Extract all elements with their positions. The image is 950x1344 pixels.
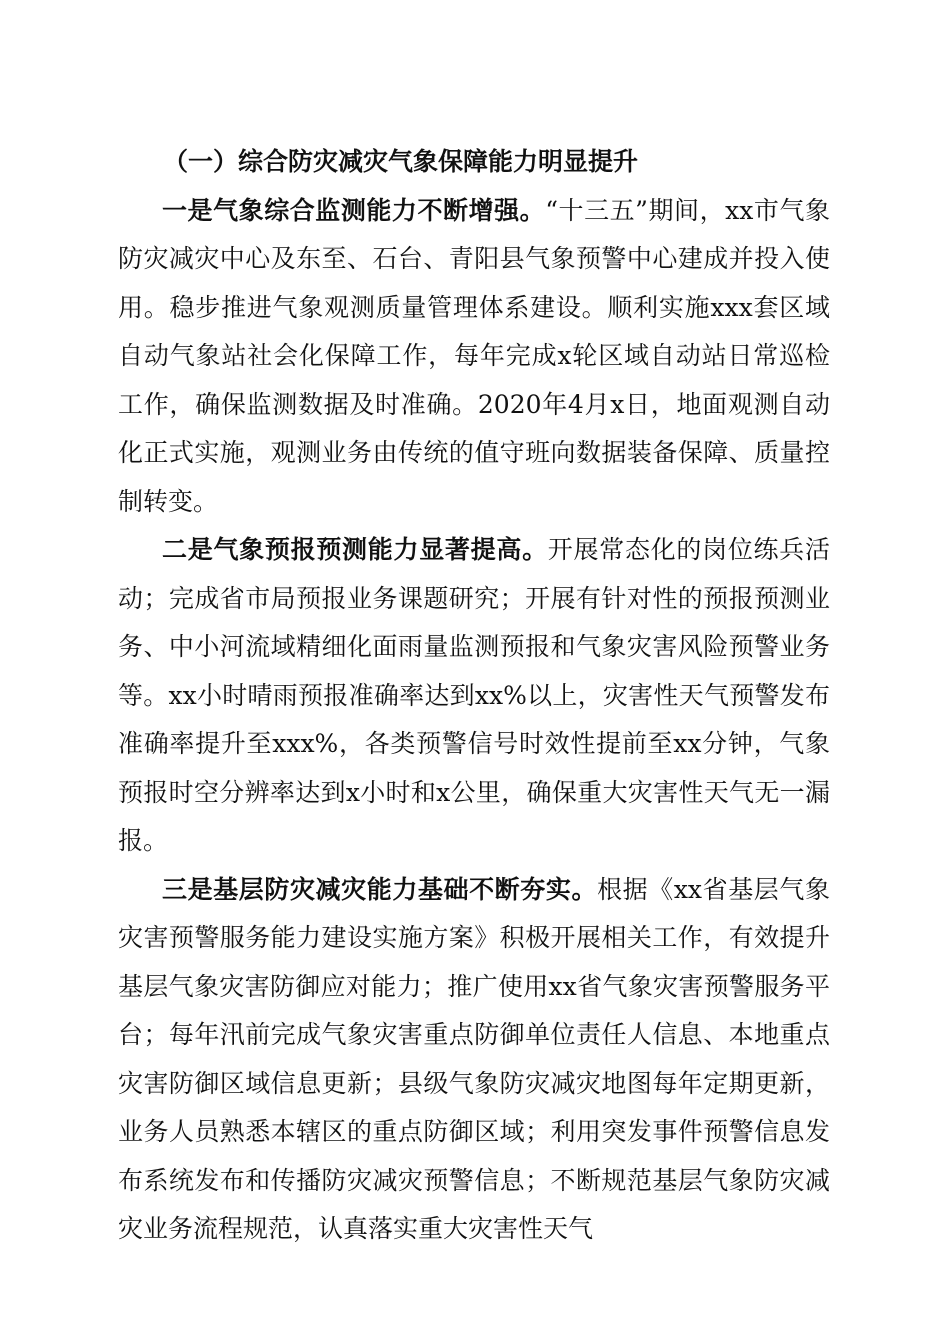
section-heading: （一）综合防灾减灾气象保障能力明显提升 bbox=[163, 147, 639, 176]
paragraph-text: 根据《xx省基层气象灾害预警服务能力建设实施方案》积极开展相关工作，有效提升基层气象灾害防御应对能力；推广使用xx省气象灾害预警服务平台；每年汛前完成气象灾害重点防御单位责任人信息、本地重点灾害防御区域信息更新；县级气象防灾减灾地图每年定期更新，业务人员熟悉本辖区的重点防御区域；利用突发事件预警信息发布系统发布和传播防灾减灾预警信息；不断规范基层气象防灾减灾业务流程规范，认真落实重大灾害性天气 bbox=[118, 874, 830, 1243]
paragraph-monitoring bbox=[118, 187, 830, 527]
paragraph-grassroots bbox=[118, 866, 830, 1254]
document-body bbox=[118, 138, 830, 1254]
paragraph-forecasting bbox=[118, 526, 830, 866]
paragraph-text: 开展常态化的岗位练兵活动；完成省市局预报业务课题研究；开展有针对性的预报预测业务、中小河流域精细化面雨量监测预报和气象灾害风险预警业务等。xx小时晴雨预报准确率达到xx%以上，灾害性天气预警发布准确率提升至xxx%，各类预警信号时效性提前至xx分钟，气象预报时空分辨率达到x小时和x公里，确保重大灾害性天气无一漏报。 bbox=[118, 535, 830, 855]
paragraph-text: “十三五”期间，xx市气象防灾减灾中心及东至、石台、青阳县气象预警中心建成并投入使用。稳步推进气象观测质量管理体系建设。顺利实施xxx套区域自动气象站社会化保障工作，每年完成x轮区域自动站日常巡检工作，确保监测数据及时准确。2020年4月x日，地面观测自动化正式实施，观测业务由传统的值守班向数据装备保障、质量控制转变。 bbox=[118, 195, 830, 516]
paragraph-lead: 三是基层防灾减灾能力基础不断夯实。 bbox=[162, 874, 598, 904]
paragraph-lead: 二是气象预报预测能力显著提高。 bbox=[162, 535, 548, 564]
paragraph-lead: 一是气象综合监测能力不断增强。 bbox=[162, 195, 546, 225]
